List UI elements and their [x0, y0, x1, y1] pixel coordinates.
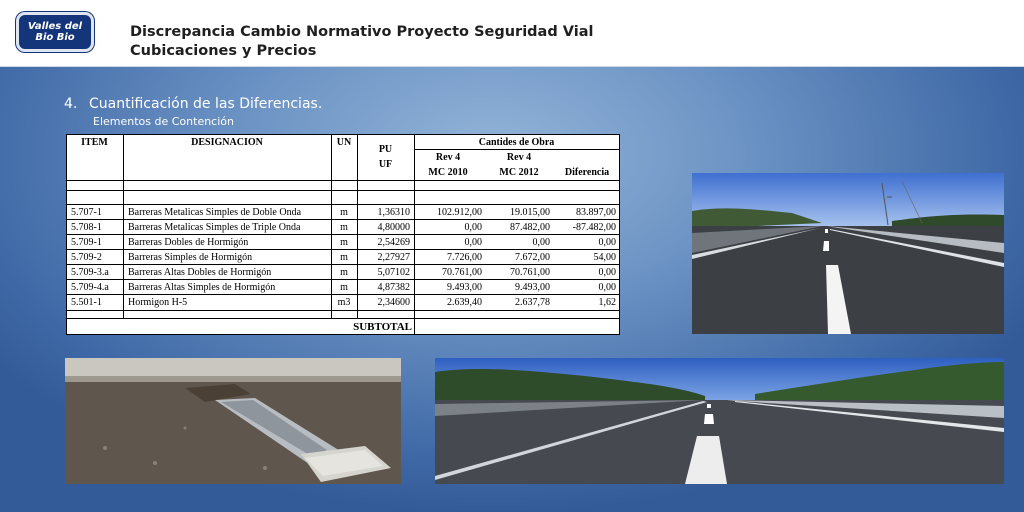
- section-subtitle: Elementos de Contención: [93, 115, 234, 128]
- cell-item: 5.708-1: [71, 222, 102, 233]
- cell-pu: 2,34600: [377, 297, 410, 308]
- cell-pu: 2,54269: [377, 237, 410, 248]
- cell-pu: 4,87382: [377, 282, 410, 293]
- cell-mc2010: 7.726,00: [447, 252, 482, 263]
- header-cantidades: Cantides de Obra: [478, 137, 555, 148]
- header-mc2012: MC 2012: [499, 167, 539, 178]
- highway-photo-bottom: [435, 358, 1004, 484]
- cell-diferencia: 0,00: [598, 267, 616, 278]
- cell-un: m: [340, 207, 348, 218]
- header-rev-a: Rev 4: [435, 152, 461, 163]
- slide-subtitle: Cubicaciones y Precios: [130, 43, 317, 59]
- cell-mc2012: 0,00: [532, 237, 550, 248]
- cell-pu: 5,07102: [377, 267, 410, 278]
- cell-mc2012: 19.015,00: [510, 207, 550, 218]
- cell-mc2012: 70.761,00: [510, 267, 550, 278]
- header-bar: [0, 0, 1024, 67]
- header-item: ITEM: [81, 137, 108, 148]
- cell-designacion: Barreras Altas Simples de Hormigón: [128, 282, 276, 293]
- cell-item: 5.707-1: [71, 207, 102, 218]
- cell-pu: 1,36310: [377, 207, 410, 218]
- logo-line1: Valles del: [27, 21, 83, 32]
- cell-mc2012: 7.672,00: [515, 252, 550, 263]
- quantities-table: [66, 134, 620, 335]
- cell-un: m: [340, 282, 348, 293]
- subtotal-label: SUBTOTAL: [353, 321, 412, 333]
- road-photo-right: [692, 173, 1004, 334]
- cell-item: 5.501-1: [71, 297, 102, 308]
- slide-title: Discrepancia Cambio Normativo Proyecto Seguridad Vial: [130, 24, 594, 40]
- header-diferencia: Diferencia: [564, 167, 610, 178]
- cell-mc2010: 9.493,00: [447, 282, 482, 293]
- cell-mc2010: 102.912,00: [437, 207, 482, 218]
- cell-mc2010: 70.761,00: [442, 267, 482, 278]
- logo: [16, 12, 94, 52]
- cell-item: 5.709-1: [71, 237, 102, 248]
- header-rev-b: Rev 4: [506, 152, 532, 163]
- cell-diferencia: -87.482,00: [572, 222, 616, 233]
- cell-diferencia: 0,00: [598, 237, 616, 248]
- cell-designacion: Hormigon H-5: [128, 297, 188, 308]
- cell-un: m: [340, 222, 348, 233]
- cell-un: m3: [337, 297, 351, 308]
- cell-item: 5.709-3.a: [71, 267, 109, 278]
- cell-un: m: [340, 252, 348, 263]
- cell-pu: 4,80000: [377, 222, 410, 233]
- cell-mc2012: 87.482,00: [510, 222, 550, 233]
- cell-diferencia: 54,00: [593, 252, 616, 263]
- cell-designacion: Barreras Altas Dobles de Hormigón: [128, 267, 272, 278]
- cell-mc2010: 0,00: [464, 222, 482, 233]
- header-un: UN: [336, 137, 352, 148]
- cell-designacion: Barreras Metalicas Simples de Doble Onda: [128, 207, 302, 218]
- culvert-photo: [65, 358, 401, 484]
- cell-diferencia: 83.897,00: [576, 207, 616, 218]
- header-uf: UF: [378, 159, 393, 170]
- cell-mc2010: 0,00: [464, 237, 482, 248]
- cell-pu: 2,27927: [377, 252, 410, 263]
- cell-item: 5.709-4.a: [71, 282, 109, 293]
- section-number: 4.: [64, 96, 78, 112]
- cell-diferencia: 0,00: [598, 282, 616, 293]
- cell-diferencia: 1,62: [598, 297, 616, 308]
- logo-line2: Bio Bio: [35, 32, 75, 43]
- header-pu: PU: [378, 144, 393, 155]
- header-designacion: DESIGNACION: [191, 137, 263, 148]
- cell-mc2012: 9.493,00: [515, 282, 550, 293]
- cell-mc2012: 2.637,78: [515, 297, 550, 308]
- header-mc2010: MC 2010: [428, 167, 468, 178]
- cell-designacion: Barreras Dobles de Hormigón: [128, 237, 249, 248]
- section-title: Cuantificación de las Diferencias.: [89, 96, 323, 112]
- cell-designacion: Barreras Metalicas Simples de Triple Onda: [128, 222, 301, 233]
- cell-designacion: Barreras Simples de Hormigón: [128, 252, 253, 263]
- cell-item: 5.709-2: [71, 252, 102, 263]
- cell-un: m: [340, 267, 348, 278]
- cell-mc2010: 2.639,40: [447, 297, 482, 308]
- cell-un: m: [340, 237, 348, 248]
